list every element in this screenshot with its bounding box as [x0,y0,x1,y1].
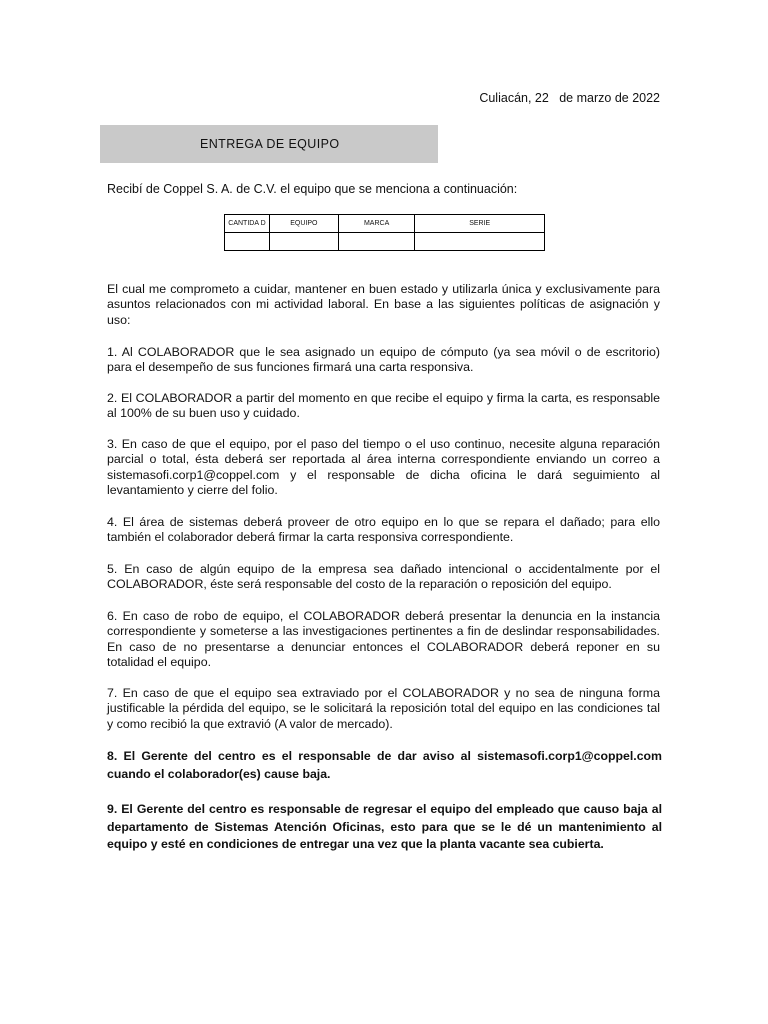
cell-marca [338,233,415,251]
commitment-paragraph: El cual me comprometo a cuidar, mantener en buen estado y utilizarla única y exclusivamente para asuntos relacionados con mi actividad laboral. En base a las siguientes políticas de asignación y uso: [107,282,660,327]
place-and-date: Culiacán, 22 de marzo de 2022 [479,91,660,105]
column-header-cantidad: CANTIDA D [225,215,270,233]
equipment-table [224,214,545,251]
policy-item-6: 6. En caso de robo de equipo, el COLABORADOR deberá presentar la denuncia en la instancia correspondiente y someterse a las investigaciones pertinentes a fin de deslindar responsabilidades. En caso de no presentarse a denunciar entonces el COLABORADOR deberá reponer en su totalidad el equipo. [107,609,660,670]
equipment-table-header-row [225,215,545,233]
policy-item-1: 1. Al COLABORADOR que le sea asignado un equipo de cómputo (ya sea móvil o de escritorio) para el desempeño de sus funciones firmará una carta responsiva. [107,345,660,375]
cell-serie [415,233,545,251]
cell-equipo [269,233,338,251]
table-row [225,233,545,251]
policy-item-5: 5. En caso de algún equipo de la empresa sea dañado intencional o accidentalmente por el COLABORADOR, éste será responsable del costo de la reparación o reposición del equipo. [107,562,660,592]
policy-item-9: 9. El Gerente del centro es responsable de regresar el equipo del empleado que causo baja al departamento de Sistemas Atención Oficinas, esto para que se le dé un mantenimiento al equipo y esté en condiciones de entregar una vez que la planta vacante sea cubierta. [107,802,662,851]
policy-item-3: 3. En caso de que el equipo, por el paso del tiempo o el uso continuo, necesite alguna reparación parcial o total, ésta deberá ser reportada al área interna correspondiente enviando un correo a sistemasofi.corp1@coppel.com y el responsable de dicha oficina le dará seguimiento al levantamiento y cierre del folio. [107,437,660,498]
policy-item-8: 8. El Gerente del centro es el responsable de dar aviso al sistemasofi.corp1@coppel.com cuando el colaborador(es) cause baja. [107,749,662,781]
policy-item-2: 2. El COLABORADOR a partir del momento en que recibe el equipo y firma la carta, es responsable al 100% de su buen uso y cuidado. [107,391,660,421]
document-title-banner [100,125,438,163]
column-header-serie: SERIE [415,215,545,233]
column-header-equipo: EQUIPO [269,215,338,233]
document-title: ENTREGA DE EQUIPO [200,137,340,151]
column-header-marca: MARCA [338,215,415,233]
policy-item-7: 7. En caso de que el equipo sea extraviado por el COLABORADOR y no sea de ninguna forma justificable la pérdida del equipo, se le solicitará la reposición total del equipo en las condiciones tal y como recibió la que extravió (A valor de mercado). [107,686,660,731]
intro-text: Recibí de Coppel S. A. de C.V. el equipo que se menciona a continuación: [107,182,518,196]
policy-item-4: 4. El área de sistemas deberá proveer de otro equipo en lo que se repara el dañado; para ello también el colaborador deberá firmar la carta responsiva correspondiente. [107,515,660,545]
cell-cantidad [225,233,270,251]
